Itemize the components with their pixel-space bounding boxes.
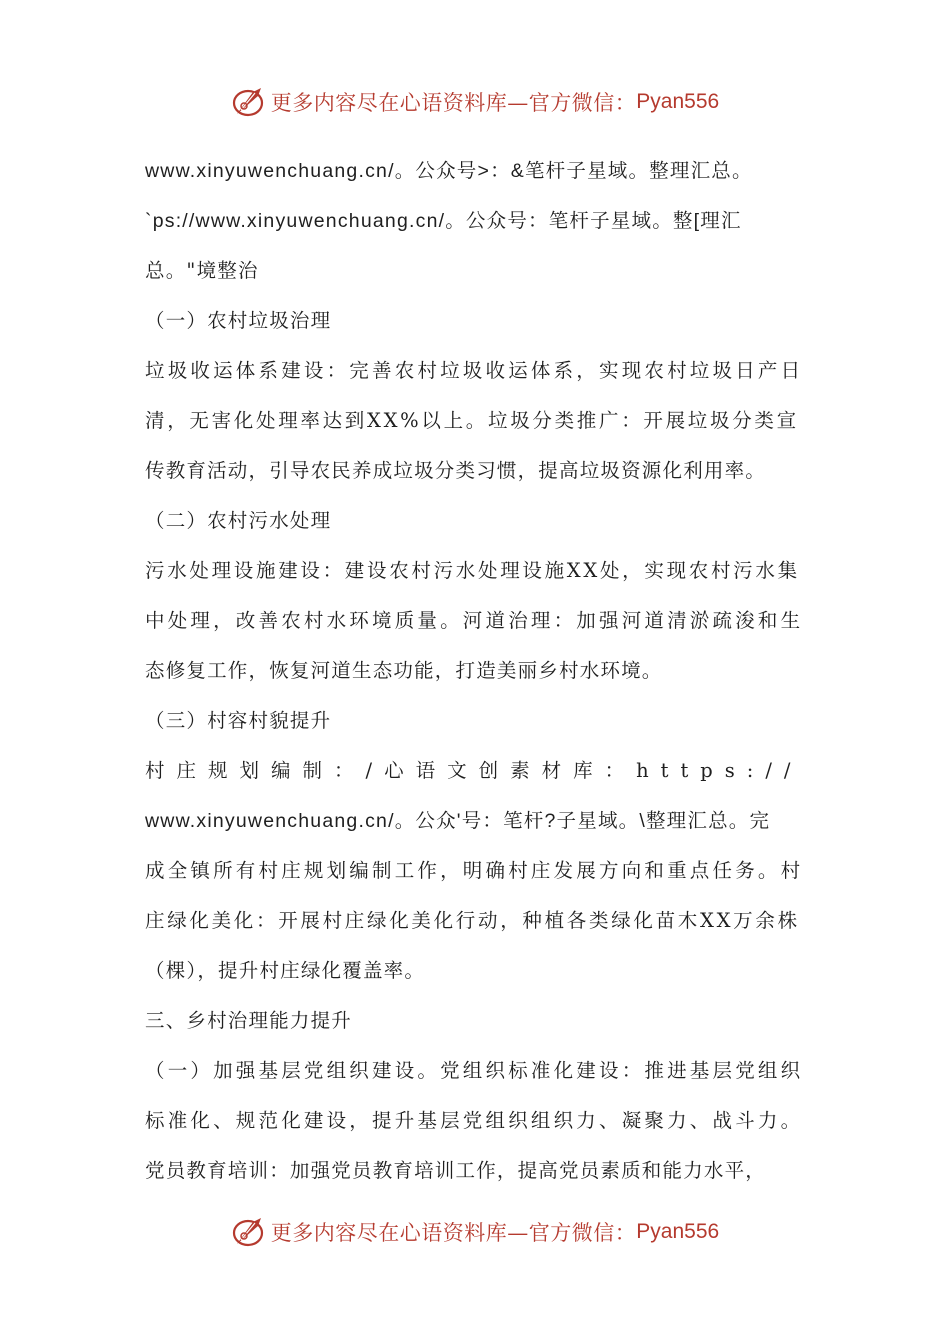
wechat-id: Pyan556 <box>636 90 720 113</box>
text-line: 村庄规划编制：/心语文创素材库：https:// <box>145 759 803 782</box>
text-line: www.xinyuwenchuang.cn/。公众号>：&笔杆子星域。整理汇总。 <box>145 160 753 182</box>
text-line: www.xinyuwenchuang.cn/。公众'号：笔杆?子星域。\整理汇总。完 <box>145 810 771 832</box>
wechat-id: Pyan556 <box>636 1220 720 1243</box>
header-banner <box>0 82 950 122</box>
text-line: 垃圾收运体系建设：完善农村垃圾收运体系，实现农村垃圾日产日 <box>145 359 804 382</box>
text-line: 传教育活动，引导农民养成垃圾分类习惯，提高垃圾资源化利用率。 <box>145 459 767 482</box>
section-heading: （一）农村垃圾治理 <box>145 309 332 332</box>
text-line: 总。"境整治 <box>145 259 259 282</box>
quill-pen-logo-icon <box>231 1214 267 1250</box>
text-line: 成全镇所有村庄规划编制工作，明确村庄发展方向和重点任务。村 <box>145 859 804 882</box>
text-line: 清，无害化处理率达到XX%以上。垃圾分类推广：开展垃圾分类宣 <box>145 409 799 432</box>
document-body <box>145 146 807 1196</box>
text-line: 态修复工作，恢复河道生态功能，打造美丽乡村水环境。 <box>145 659 663 682</box>
banner-text: 更多内容尽在心语资料库—官方微信： <box>270 1221 637 1245</box>
text-line: `ps://www.xinyuwenchuang.cn/。公众号：笔杆子星域。整[理汇 <box>145 210 742 232</box>
text-line: 党员教育培训：加强党员教育培训工作，提高党员素质和能力水平， <box>145 1159 767 1182</box>
section-heading: （二）农村污水处理 <box>145 509 332 532</box>
text-line: 中处理，改善农村水环境质量。河道治理：加强河道清淤疏浚和生 <box>145 609 804 632</box>
text-line: 污水处理设施建设：建设农村污水处理设施XX处，实现农村污水集 <box>145 559 800 582</box>
quill-pen-logo-icon <box>231 84 267 120</box>
text-line: 标准化、规范化建设，提升基层党组织组织力、凝聚力、战斗力。 <box>145 1109 804 1132</box>
text-line: （棵），提升村庄绿化覆盖率。 <box>145 959 426 982</box>
footer-banner <box>0 1212 950 1252</box>
text-line: （一）加强基层党组织建设。党组织标准化建设：推进基层党组织 <box>145 1059 804 1082</box>
section-heading: （三）村容村貌提升 <box>145 709 332 732</box>
text-line: 庄绿化美化：开展村庄绿化美化行动，种植各类绿化苗木XX万余株 <box>145 909 800 932</box>
banner-text: 更多内容尽在心语资料库—官方微信： <box>270 91 637 115</box>
section-heading: 三、乡村治理能力提升 <box>145 1009 353 1032</box>
